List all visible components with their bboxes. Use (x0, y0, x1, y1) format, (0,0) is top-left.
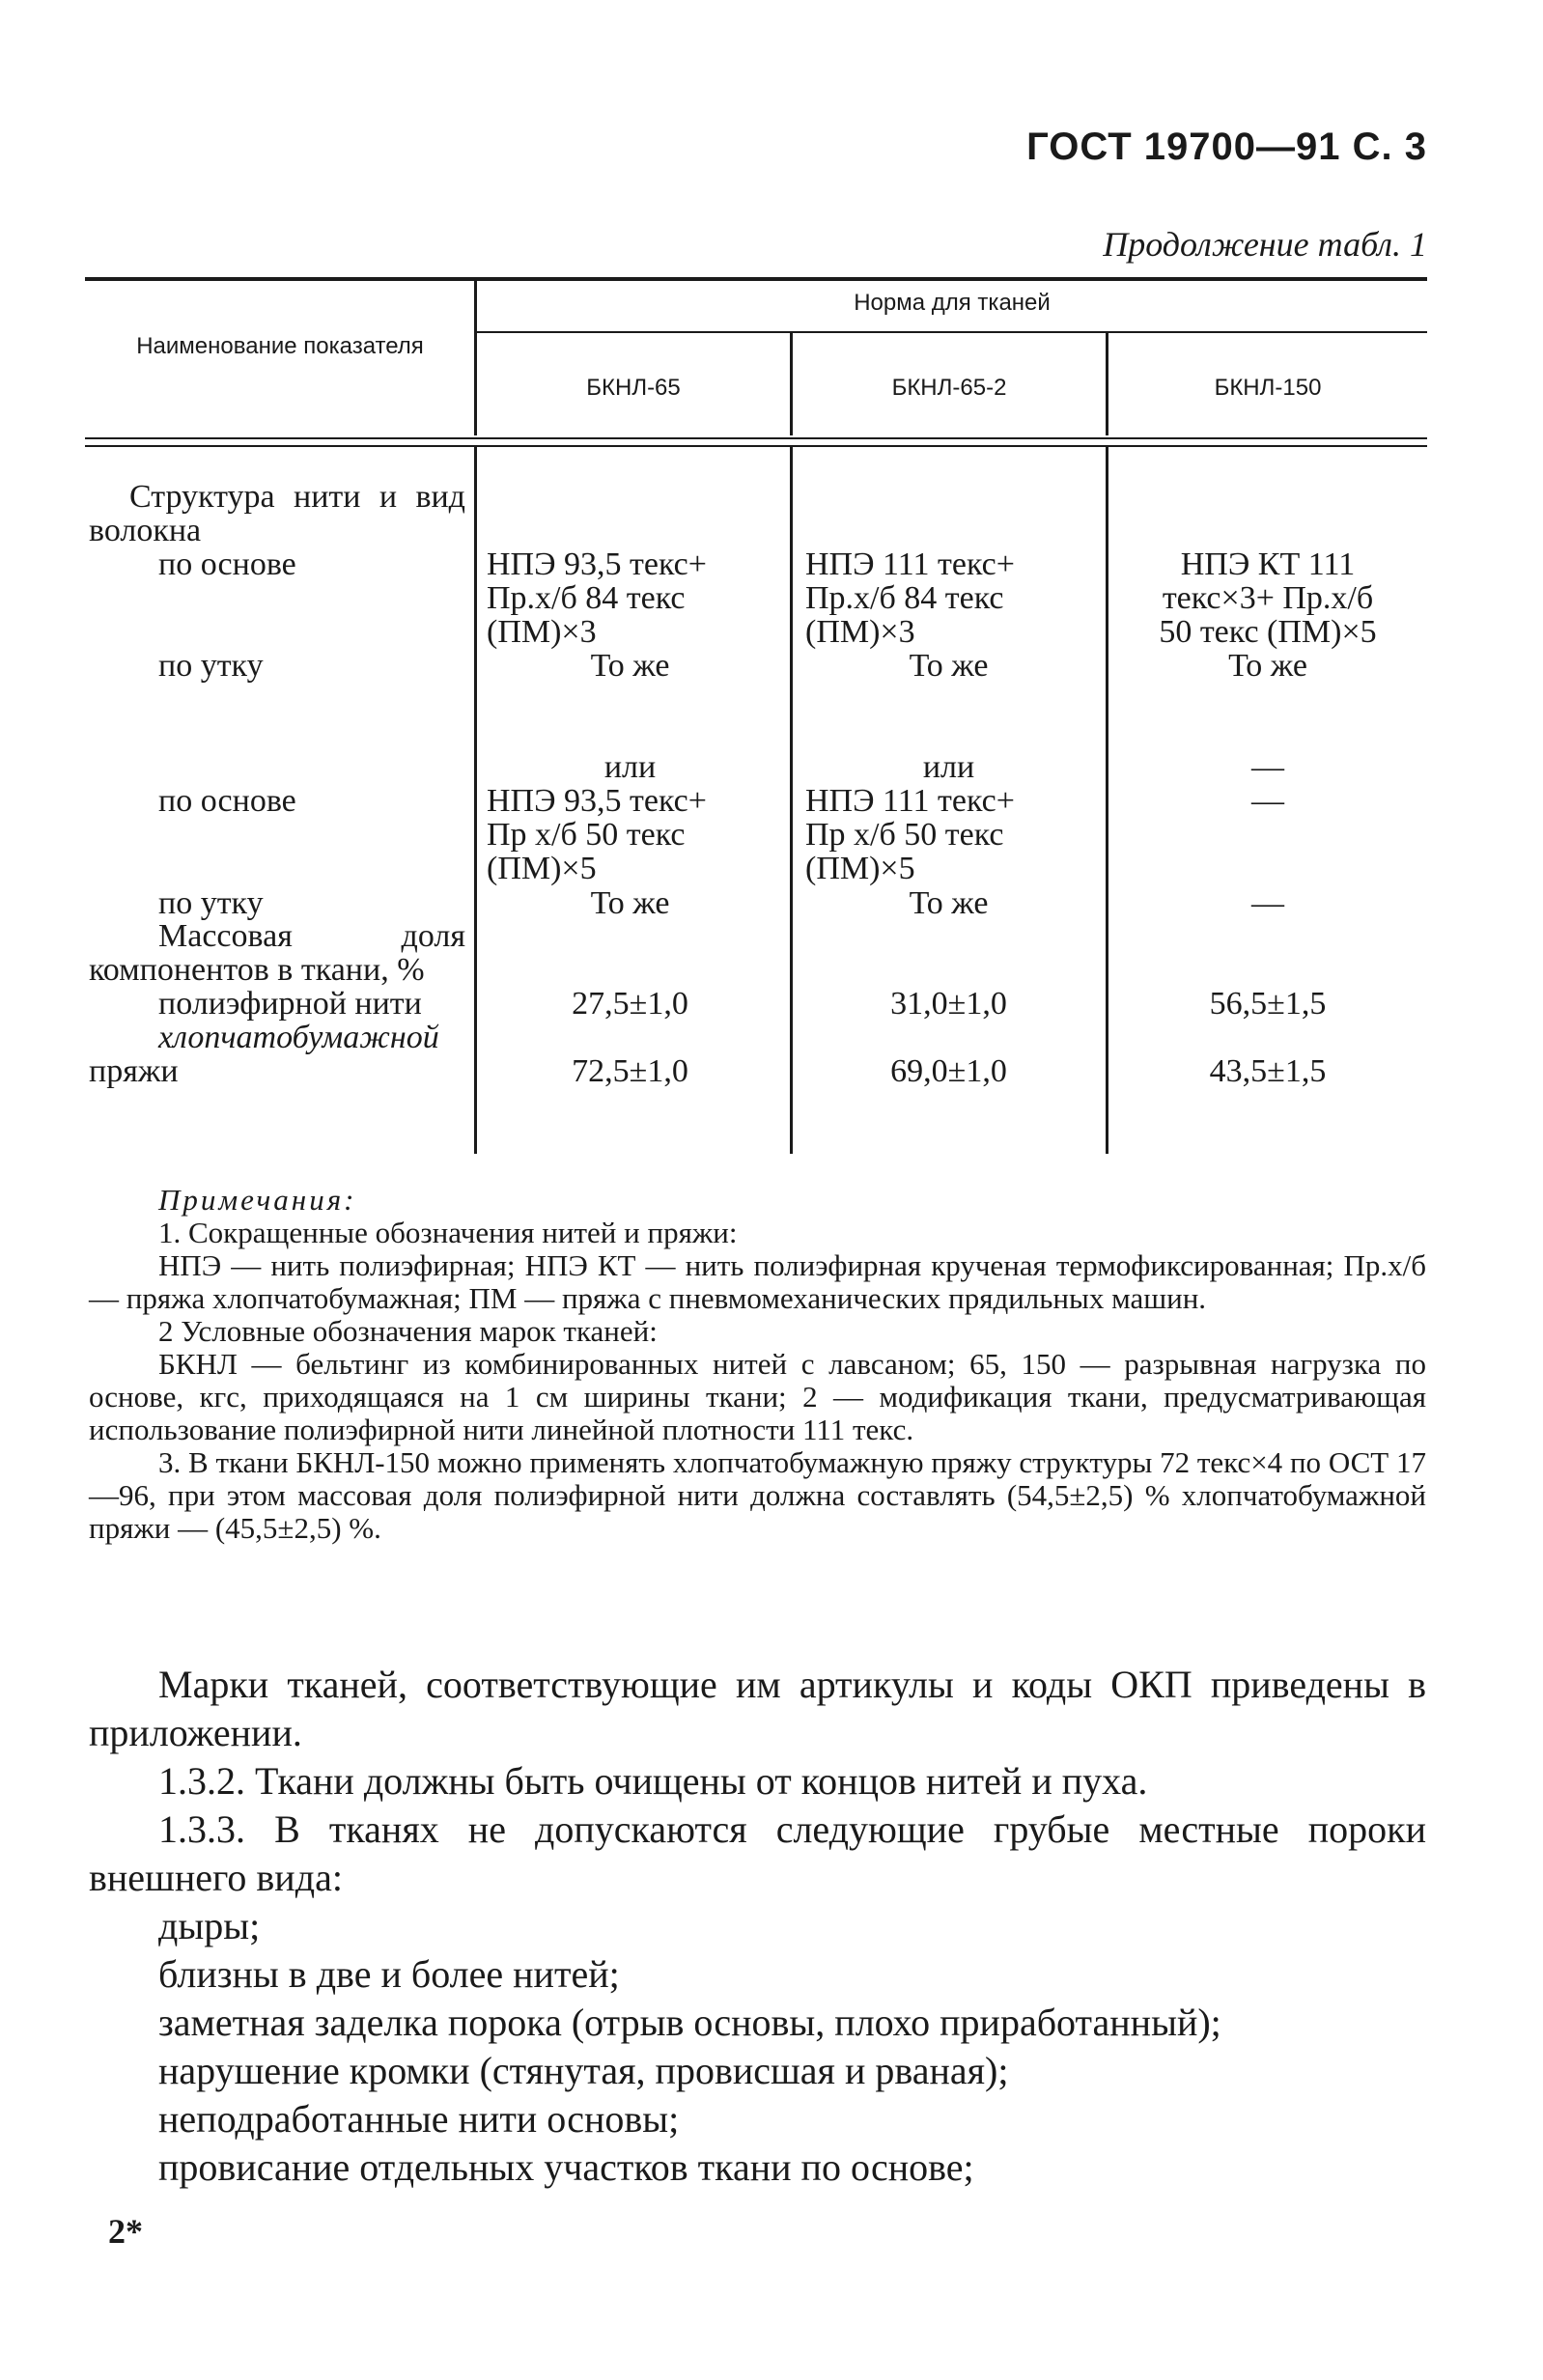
cell-dash-3-bknl-150: — (1251, 885, 1284, 921)
cell-v2-warp-bknl-65 (473, 784, 787, 885)
note-1-text: НПЭ — нить полиэфирная; НПЭ КТ — нить полиэфирная крученая термофиксированная; Пр.х/б — пряжа хлопчатобумажная; ПМ — пряжа с пневмомеханических прядильных машин. (89, 1248, 1426, 1315)
indicator-name-header (97, 333, 463, 360)
cell-line: НПЭ 93,5 текс+ (487, 783, 707, 819)
cell-line: НПЭ 111 текс+ (805, 783, 1015, 819)
header-bottom-rule-1 (85, 437, 1427, 439)
cell-line: Пр х/б 50 текс (487, 817, 686, 853)
cell-line: (ПМ)×3 (487, 614, 597, 650)
cell-line: 50 текс (ПМ)×5 (1159, 614, 1377, 650)
cell-v2-warp-bknl-65-2 (792, 784, 1106, 885)
cell-polyester-bknl-65-2: 31,0±1,0 (890, 986, 1007, 1022)
cell-v2-weft-bknl-65-2: То же (909, 885, 989, 921)
cell-cotton-bknl-65-2: 69,0±1,0 (890, 1053, 1007, 1089)
table-continuation-label: Продолжение табл. 1 (1103, 225, 1427, 264)
note-1-title: 1. Сокращенные обозначения нитей и пряжи: (158, 1216, 738, 1249)
cell-or-bknl-65-2: или (922, 749, 975, 785)
row-label-weft-2: по утку (158, 885, 264, 921)
notes-title: Примечания: (158, 1183, 357, 1217)
cell-dash-2-bknl-150: — (1251, 783, 1284, 819)
defect-item: дыры; (158, 1904, 261, 1947)
note-2-title: 2 Условные обозначения марок тканей: (158, 1314, 658, 1348)
document-reference: ГОСТ 19700—91 С. 3 (1026, 126, 1427, 168)
column-header-bknl-65-2: БКНЛ-65-2 (891, 375, 1007, 401)
cell-v1-weft-bknl-150: То же (1228, 648, 1307, 684)
norm-header: Норма для тканей (854, 290, 1051, 316)
row-label-structure (89, 480, 465, 547)
cell-line: текс×3+ Пр.х/б (1162, 580, 1374, 616)
row-label-warp-1: по основе (158, 546, 296, 582)
cell-line: НПЭ КТ 111 (1180, 546, 1356, 582)
cell-line: (ПМ)×5 (805, 851, 915, 886)
row-label-structure-text: Структура нити и вид волокна (89, 479, 465, 548)
body-paragraph-3: 1.3.3. В тканях не допускаются следующие грубые местные пороки внешнего вида: (89, 1807, 1426, 1899)
row-label-mass-fraction-text: Массовая доля компонентов в ткани, % (89, 918, 465, 988)
cell-v1-warp-bknl-65-2 (792, 547, 1106, 649)
note-3-text: 3. В ткани БКНЛ-150 можно применять хлопчатобумажную пряжу структуры 72 текс×4 по ОСТ 17—96, при этом массовая доля полиэфирной нити должна составлять (54,5±2,5) % хлопчатобумажной пряжи — (45,5±2,5) %. (89, 1445, 1426, 1545)
note-2-text: БКНЛ — бельтинг из комбинированных нитей с лавсаном; 65, 150 — разрывная нагрузка по основе, кгс, приходящаяся на 1 см ширины ткани; 2 — модификация ткани, предусматривающая использование полиэфирной нити линейной плотности 111 текс. (89, 1347, 1426, 1446)
defect-item: близны в две и более нитей; (158, 1952, 620, 1996)
column-header-bknl-65: БКНЛ-65 (586, 375, 681, 401)
cell-line: НПЭ 111 текс+ (805, 546, 1015, 582)
cell-line: Пр.х/б 84 текс (487, 580, 686, 616)
cell-v1-warp-bknl-150 (1108, 547, 1427, 649)
cell-v2-weft-bknl-65: То же (590, 885, 670, 921)
defect-item: нарушение кромки (стянутая, провисшая и рваная); (158, 2049, 1009, 2092)
defect-item: провисание отдельных участков ткани по основе; (158, 2145, 974, 2189)
body-paragraph-2: 1.3.2. Ткани должны быть очищены от концов нитей и пуха. (158, 1759, 1148, 1803)
column-header-bknl-150: БКНЛ-150 (1214, 375, 1322, 401)
cell-or-bknl-65: или (603, 749, 657, 785)
cell-v1-warp-bknl-65 (473, 547, 787, 649)
body-paragraph-1: Марки тканей, соответствующие им артикулы и коды ОКП приведены в приложении. (89, 1663, 1426, 1754)
cell-polyester-bknl-150: 56,5±1,5 (1209, 986, 1327, 1022)
indicator-name-header-text: Наименование показателя (136, 333, 424, 359)
row-label-polyester: полиэфирной нити (158, 986, 422, 1022)
cell-v1-weft-bknl-65: То же (590, 648, 670, 684)
cell-cotton-bknl-65: 72,5±1,0 (572, 1053, 688, 1089)
norm-header-rule (477, 331, 1427, 333)
notes-block (89, 1184, 1426, 1545)
defect-item: неподработанные нити основы; (158, 2097, 680, 2141)
cell-dash-1-bknl-150: — (1251, 749, 1284, 785)
page-mark: 2* (108, 2212, 143, 2251)
row-label-mass-fraction (89, 919, 465, 987)
cell-cotton-bknl-150: 43,5±1,5 (1209, 1053, 1327, 1089)
body-text-block (89, 1661, 1426, 2192)
header-bottom-rule-2 (85, 445, 1427, 447)
row-label-weft-1: по утку (158, 648, 264, 684)
cell-polyester-bknl-65: 27,5±1,0 (572, 986, 688, 1022)
defect-item: заметная заделка порока (отрыв основы, плохо приработанный); (158, 2001, 1221, 2044)
cell-line: (ПМ)×5 (487, 851, 597, 886)
row-label-cotton-2: пряжи (89, 1053, 179, 1089)
cell-v1-weft-bknl-65-2: То же (909, 648, 989, 684)
cell-line: (ПМ)×3 (805, 614, 915, 650)
table-top-rule (85, 277, 1427, 281)
row-label-warp-2: по основе (158, 783, 296, 819)
row-label-cotton-1: хлопчатобумажной (158, 1020, 439, 1055)
cell-line: НПЭ 93,5 текс+ (487, 546, 707, 582)
cell-line: Пр х/б 50 текс (805, 817, 1004, 853)
cell-line: Пр.х/б 84 текс (805, 580, 1004, 616)
